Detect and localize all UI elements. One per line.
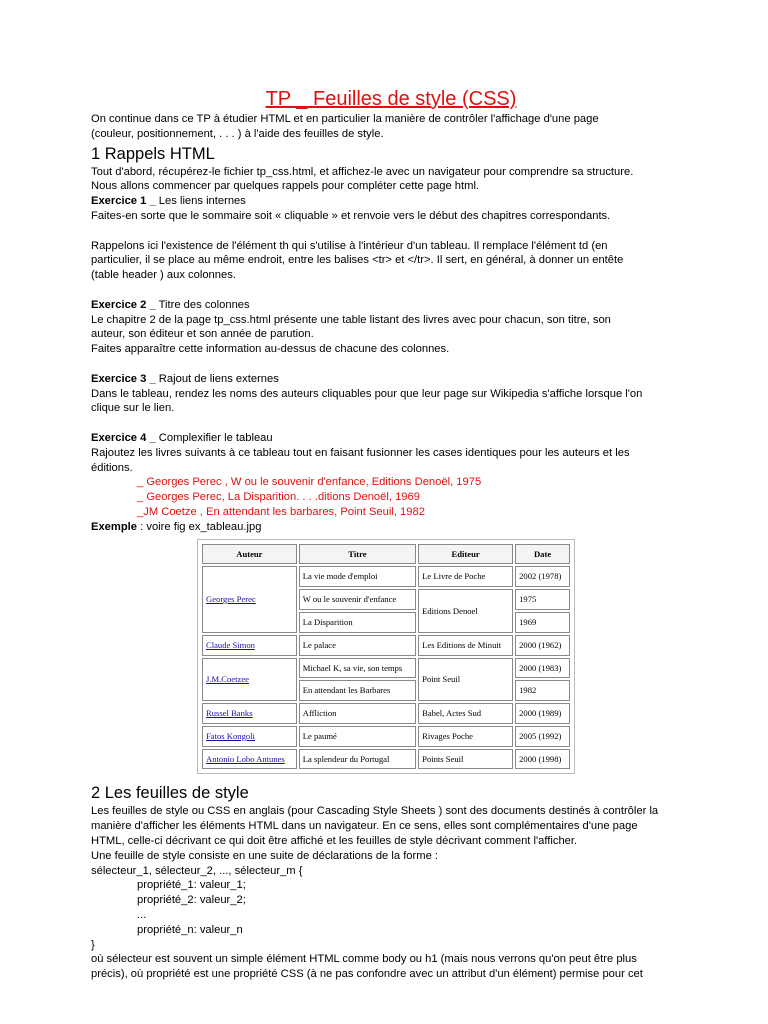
- exercise-label: Exercice 4 _: [91, 431, 156, 444]
- section-heading-rappels: 1 Rappels HTML: [91, 144, 215, 163]
- column-header: Titre: [299, 544, 416, 565]
- paragraph-line: Rappelons ici l'existence de l'élément th qui s'utilise à l'intérieur d'un tableau. Il remplace l'élément td (en: [91, 239, 608, 252]
- document-content: [91, 86, 691, 982]
- paragraph-line: Faites apparaître cette information au-dessus de chacune des colonnes.: [91, 343, 450, 356]
- paragraph-line: Rajoutez les livres suivants à ce tableau tout en faisant fusionner les cases identiques pour les auteurs et les: [91, 446, 630, 459]
- paragraph-line: où sélecteur est souvent un simple élément HTML comme body ou h1 (mais nous verrons qu'on peut être plus: [91, 953, 637, 966]
- intro-line: (couleur, positionnement, . . . ) à l'aide des feuilles de style.: [91, 127, 384, 140]
- example-label: Exemple: [91, 520, 138, 533]
- code-line: propriété_2: valeur_2;: [137, 894, 246, 907]
- table-cell: 2000 (1998): [515, 749, 570, 770]
- table-row: [202, 749, 570, 770]
- table-cell: La splendeur du Portugal: [299, 749, 416, 770]
- table-cell: 2000 (1983): [515, 658, 570, 679]
- code-line: sélecteur_1, sélecteur_2, ..., sélecteur_m {: [91, 864, 303, 877]
- table-header-row: [202, 544, 570, 565]
- column-header: Date: [515, 544, 570, 565]
- exercise-title: Les liens internes: [155, 195, 246, 208]
- paragraph-line: auteur, son éditeur et son année de parution.: [91, 328, 314, 341]
- paragraph-line: éditions.: [91, 461, 133, 474]
- author-link[interactable]: Claude Simon: [202, 635, 297, 656]
- example-text: : voire fig ex_tableau.jpg: [137, 520, 262, 533]
- paragraph-line: clique sur le lien.: [91, 402, 175, 415]
- table-cell: Le palace: [299, 635, 416, 656]
- table-cell: 2000 (1989): [515, 703, 570, 724]
- code-line: propriété_n: valeur_n: [137, 923, 243, 936]
- paragraph-line: Tout d'abord, récupérez-le fichier tp_css.html, et affichez-le avec un navigateur pour comprendre sa structure.: [91, 165, 634, 178]
- paragraph-line: Nous allons commencer par quelques rappels pour compléter cette page html.: [91, 180, 480, 193]
- paragraph-line: manière d'afficher les éléments HTML dans un navigateur. En ce sens, elles sont complémentaires d'une page: [91, 820, 638, 833]
- table-cell: 2005 (1992): [515, 726, 570, 747]
- author-link[interactable]: Fatos Kongoli: [202, 726, 297, 747]
- paragraph-line: HTML, celle-ci décrivant ce qui doit être affiché et les feuilles de style décrivant comment l'afficher.: [91, 835, 578, 848]
- exercise-title: Rajout de liens externes: [155, 372, 279, 385]
- exercise-1: [91, 194, 691, 209]
- exercise-label: Exercice 3 _: [91, 372, 156, 385]
- table-cell: Le Livre de Poche: [418, 566, 513, 587]
- exercise-label: Exercice 1 _: [91, 195, 156, 208]
- exercise-3: [91, 372, 691, 387]
- section-heading-feuilles: 2 Les feuilles de style: [91, 784, 249, 803]
- table-cell: Les Editions de Minuit: [418, 635, 513, 656]
- paragraph-line: précis), où propriété est une propriété CSS (à ne pas confondre avec un attribut d'un élément) permise pour cet: [91, 968, 643, 981]
- table-cell: Point Seuil: [418, 658, 513, 702]
- column-header: Editeur: [418, 544, 513, 565]
- table-cell: 2000 (1962): [515, 635, 570, 656]
- author-link[interactable]: J.M.Coetzee: [202, 658, 297, 702]
- column-header: Auteur: [202, 544, 297, 565]
- table-cell: 1982: [515, 680, 570, 701]
- code-line: ...: [137, 909, 147, 922]
- table-cell: Editions Denoel: [418, 589, 513, 633]
- table-cell: 1969: [515, 612, 570, 633]
- paragraph-line: Une feuille de style consiste en une suite de déclarations de la forme :: [91, 849, 439, 862]
- table-cell: 1975: [515, 589, 570, 610]
- table-cell: En attendant les Barbares: [299, 680, 416, 701]
- exercise-4: [91, 431, 691, 446]
- intro-line: On continue dans ce TP à étudier HTML et en particulier la manière de contrôler l'affichage d'une page: [91, 113, 599, 125]
- author-link[interactable]: Russel Banks: [202, 703, 297, 724]
- table-cell: La vie mode d'emploi: [299, 566, 416, 587]
- book-to-add: _JM Coetze , En attendant les barbares, Point Seuil, 1982: [137, 505, 425, 518]
- table-row: [202, 566, 570, 587]
- table-row: [202, 703, 570, 724]
- table-cell: Le paumé: [299, 726, 416, 747]
- paragraph-line: Le chapitre 2 de la page tp_css.html présente une table listant des livres avec pour chacun, son titre, son: [91, 313, 611, 326]
- exercise-title: Titre des colonnes: [155, 298, 250, 311]
- table-cell: Points Seuil: [418, 749, 513, 770]
- example-table-figure: [197, 539, 575, 775]
- table-cell: Affliction: [299, 703, 416, 724]
- example-line: [91, 520, 691, 535]
- book-to-add: _ Georges Perec , W ou le souvenir d'enfance, Editions Denoël, 1975: [137, 476, 482, 489]
- table-row: [202, 635, 570, 656]
- exercise-2: [91, 298, 691, 313]
- paragraph-line: (table header ) aux colonnes.: [91, 269, 236, 282]
- table-row: [202, 726, 570, 747]
- table-cell: La Disparition: [299, 612, 416, 633]
- book-to-add: _ Georges Perec, La Disparition. . . .ditions Denoël, 1969: [137, 491, 420, 504]
- code-line: propriété_1: valeur_1;: [137, 879, 246, 892]
- table-row: [202, 658, 570, 679]
- page-title: TP _ Feuilles de style (CSS): [265, 88, 517, 110]
- table-cell: 2002 (1978): [515, 566, 570, 587]
- paragraph-line: Dans le tableau, rendez les noms des auteurs cliquables pour que leur page sur Wikipedia s'affiche lorsque l'on: [91, 387, 643, 400]
- code-line: }: [91, 938, 95, 951]
- table-cell: Rivages Poche: [418, 726, 513, 747]
- exercise-label: Exercice 2 _: [91, 298, 156, 311]
- paragraph-line: Faites-en sorte que le sommaire soit « cliquable » et renvoie vers le début des chapitres correspondants.: [91, 209, 611, 222]
- exercise-title: Complexifier le tableau: [155, 431, 273, 444]
- author-link[interactable]: Georges Perec: [202, 566, 297, 632]
- table-cell: Michael K, sa vie, son temps: [299, 658, 416, 679]
- paragraph-line: particulier, il se place au même endroit, entre les balises <tr> et </tr>. Il sert, en général, à donner un entête: [91, 254, 624, 267]
- paragraph-line: Les feuilles de style ou CSS en anglais (pour Cascading Style Sheets ) sont des documents destinés à contrôler la: [91, 805, 659, 818]
- table-cell: W ou le souvenir d'enfance: [299, 589, 416, 610]
- books-table: [200, 542, 572, 772]
- author-link[interactable]: Antonio Lobo Antunes: [202, 749, 297, 770]
- table-cell: Babel, Actes Sud: [418, 703, 513, 724]
